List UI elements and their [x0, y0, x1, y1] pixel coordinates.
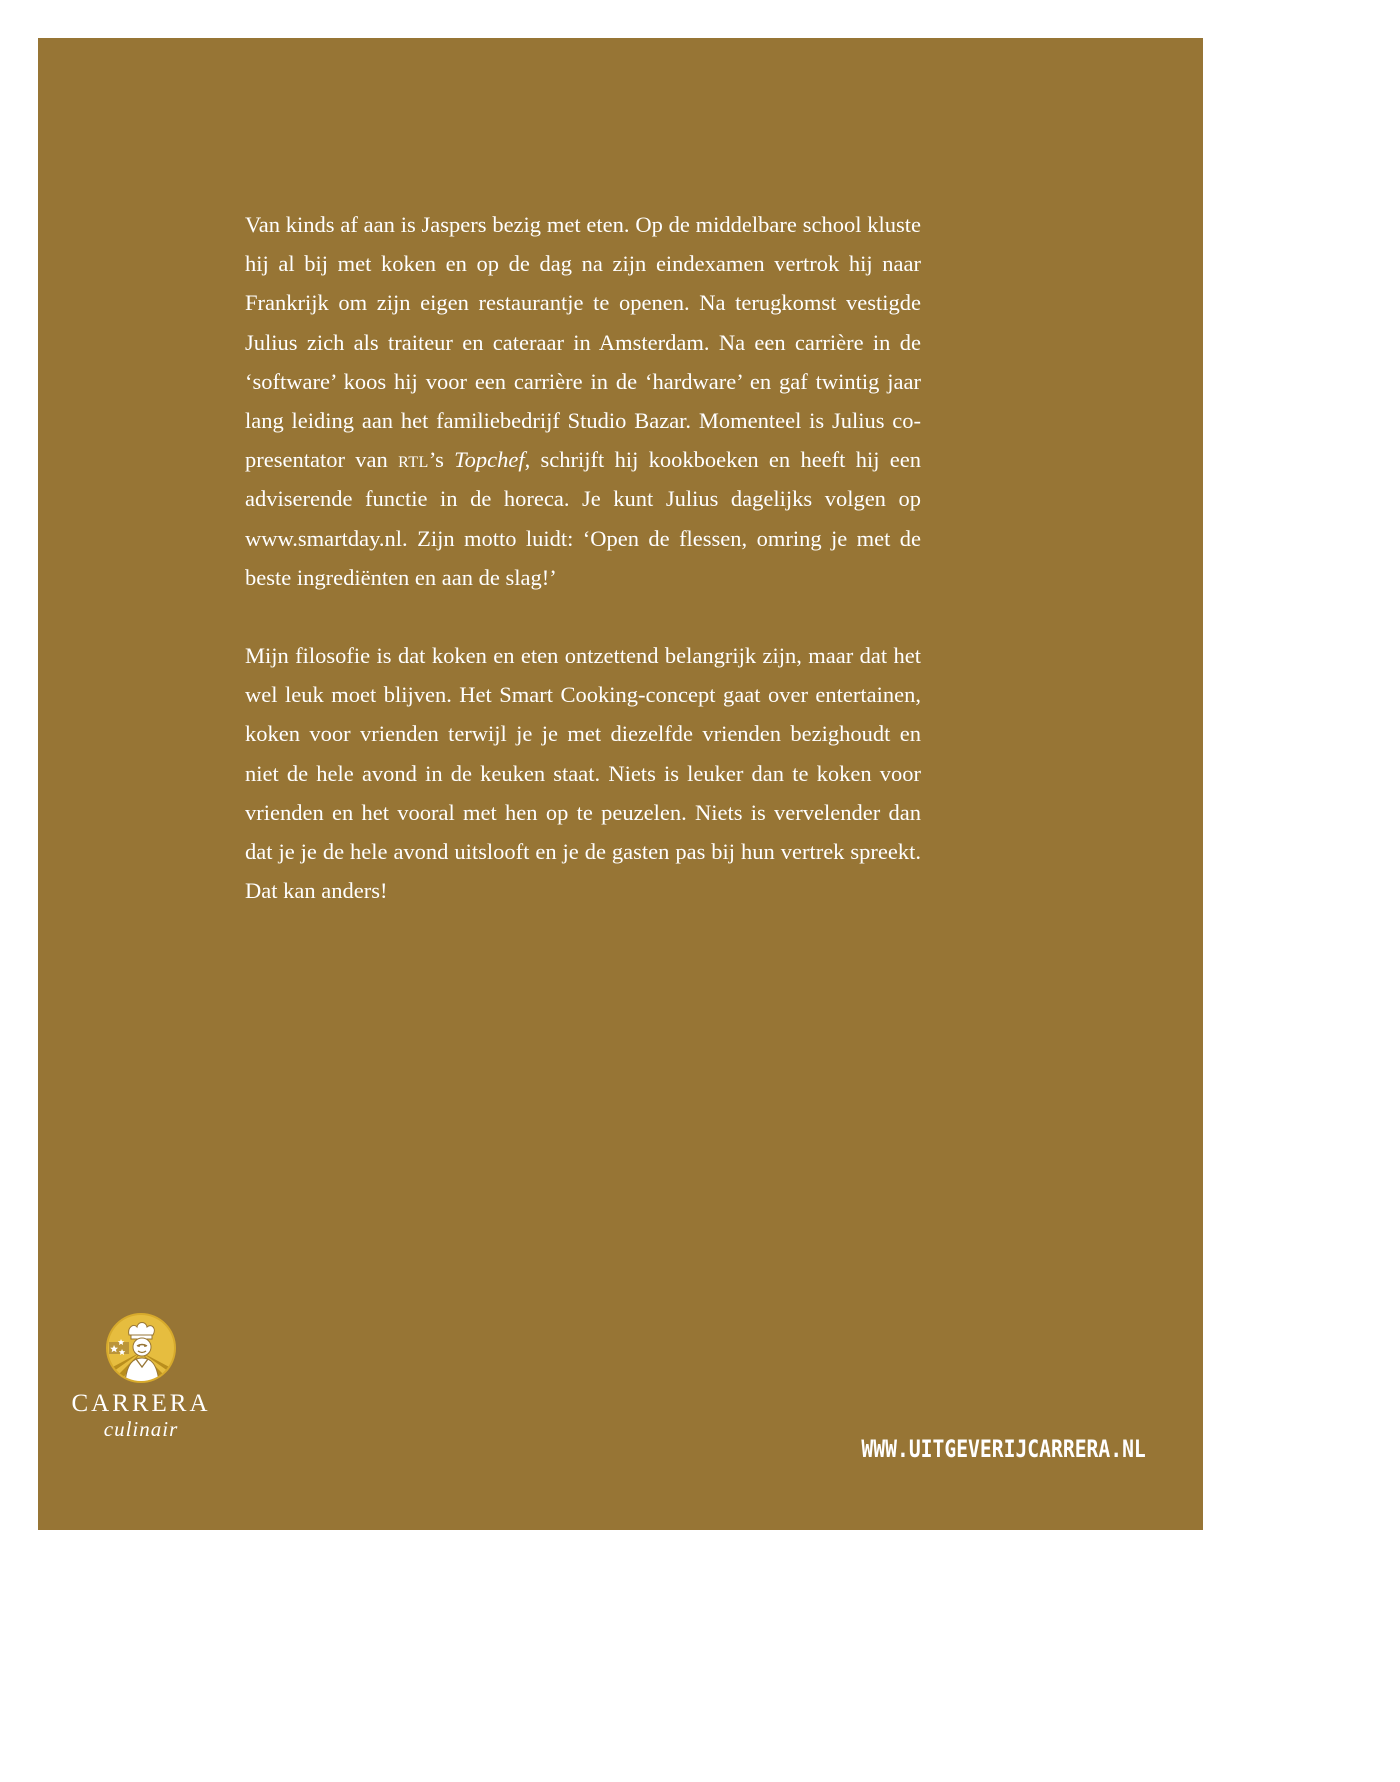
chef-emblem-icon	[105, 1312, 177, 1384]
publisher-name: CARRERA	[71, 1390, 211, 1417]
bio-text-part2: ’s	[428, 447, 455, 473]
publisher-logo	[60, 1312, 222, 1440]
show-title: Topchef	[454, 447, 525, 473]
publisher-website[interactable]: WWW.UITGEVERIJCARRERA.NL	[861, 1435, 1146, 1463]
publisher-subtitle: culinair	[103, 1417, 179, 1441]
philosophy-paragraph: Mijn filosofie is dat koken en eten ontzettend belangrijk zijn, maar dat het wel leuk moet blijven. Het Smart Cooking-concept gaat over entertainen, koken voor vrienden terwijl je je met diezelfde vrienden bezighoudt en niet de hele avond in de keuken staat. Niets is leuker dan te koken voor vrienden en het vooral met hen op te peuzelen. Niets is vervelender dan dat je je de hele avond uitslooft en je de gasten pas bij hun vertrek spreekt. Dat kan anders!	[245, 643, 921, 904]
rtl-brand: rtl	[398, 447, 429, 473]
cover-text	[245, 205, 921, 910]
author-bio-paragraph	[245, 205, 921, 597]
bio-text-part3: , schrijft hij kookboeken en heeft hij een adviserende functie in de horeca. Je kunt Julius dagelijks volgen op www.smartday.nl. Zijn motto luidt: ‘Open de flessen, omring je met de beste ingrediënten en aan de slag!’	[245, 447, 921, 590]
bio-text-part1: Van kinds af aan is Jaspers bezig met eten. Op de middelbare school kluste hij al bij met koken en op de dag na zijn eindexamen vertrok hij naar Frankrijk om zijn eigen restaurantje te openen. Na terugkomst vestigde Julius zich als traiteur en cateraar in Amsterdam. Na een carrière in de ‘software’ koos hij voor een carrière in de ‘hardware’ en gaf twintig jaar lang leiding aan het familiebedrijf Studio Bazar. Momenteel is Julius co-presentator van	[245, 212, 921, 473]
